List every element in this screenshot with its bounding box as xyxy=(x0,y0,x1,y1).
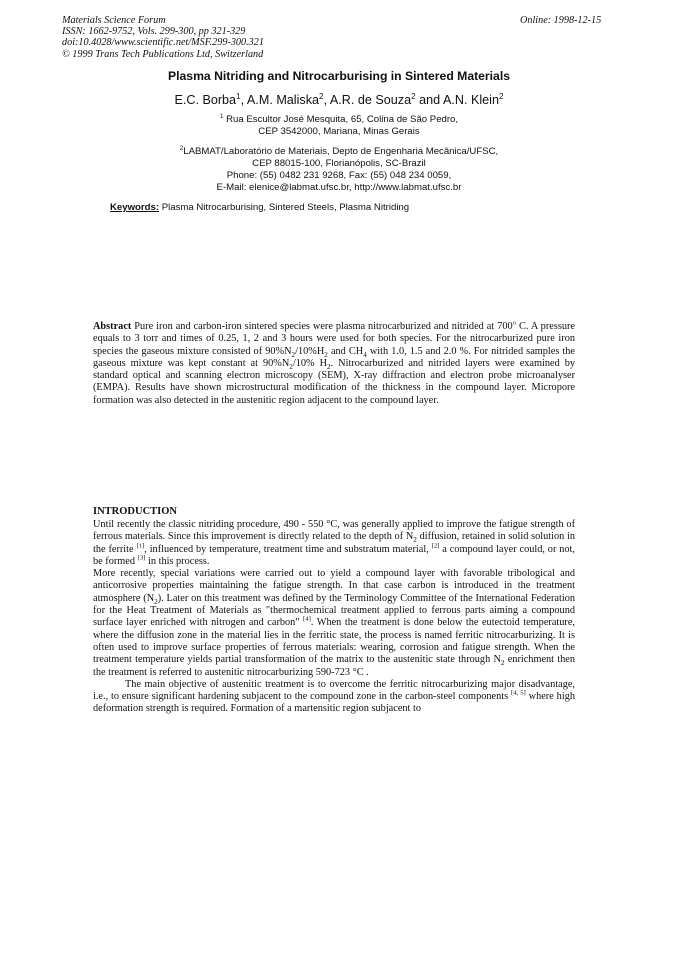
affiliation-text: Rua Escultor José Mesquita, 65, Colina de São Pedro, xyxy=(226,114,459,125)
keywords-label: Keywords: xyxy=(110,202,160,213)
degree-mark: o xyxy=(512,319,516,327)
affiliation-line: Phone: (55) 0482 231 9268, Fax: (55) 048 234 0059, xyxy=(226,170,452,182)
affiliation-line: E-Mail: elenice@labmat.ufsc.br, http://www.labmat.ufsc.br xyxy=(216,182,462,194)
abstract-text: C. A pressure equals to 3 torr and times of 0.25, 1, 2 and 3 hours were used for both species. For the nitrocarburized pure iron species the gaseous mixture consisted of 90%N xyxy=(93,321,575,357)
subscript: 2 xyxy=(413,536,417,545)
citation: [2] xyxy=(431,542,440,550)
paragraph-text: in this process. xyxy=(145,555,210,567)
affiliation-line xyxy=(0,114,678,126)
subscript: 2 xyxy=(289,362,293,371)
journal-name: Materials Science Forum xyxy=(62,15,166,26)
paragraph-text: , influenced by temperature, treatment time and substratum material, xyxy=(144,543,432,555)
affiliation-text: LABMAT/Laboratório de Materiais, Depto de Engenharia Mecânica/UFSC, xyxy=(183,146,499,157)
paragraph-text: Until recently the classic nitriding procedure, 490 - 550 °C, was generally applied to improve the fatigue strength of ferrous materials. Since this improvement is directly related to the depth of N xyxy=(93,519,575,543)
introduction-body xyxy=(93,519,575,716)
paragraph-text: where high deformation strength is required. Formation of a martensitic region subjacent to xyxy=(93,691,575,715)
section-heading: INTRODUCTION xyxy=(93,506,178,517)
affiliation-mark: 2 xyxy=(179,144,184,152)
abstract-text: Pure iron and carbon-iron sintered species were plasma nitrocarburized and nitrided at 700 xyxy=(131,321,513,332)
citation: [4, 5] xyxy=(510,689,526,697)
paragraph-text: The main objective of austenitic treatment is to overcome the ferritic nitrocarburizing major disadvantage, i.e., to ensure significant hardening subjacent to the compound zone in the carbon-steel components xyxy=(93,678,575,703)
affiliation-line: CEP 3542000, Mariana, Minas Gerais xyxy=(258,126,420,138)
abstract-text: /10% H xyxy=(292,357,328,369)
subscript: 2 xyxy=(291,350,296,359)
paragraph-text: ). Later on this treatment was defined by the Terminology Committee of the International Federation for the Heat Treatment of Materials as "thermochemical treatment applied to ferrous parts aiming a compound surface layer enriched with nitrogen and carbon" xyxy=(93,592,575,629)
author-affiliation-mark: 1 xyxy=(236,91,241,101)
subscript: 2 xyxy=(327,362,331,371)
affiliation-2 xyxy=(0,146,678,194)
keywords xyxy=(110,202,409,213)
abstract xyxy=(93,321,575,407)
author-name: , A.R. de Souza xyxy=(323,93,412,107)
citation: [1] xyxy=(136,542,145,550)
paragraph-text: a compound layer could, or not, be formed xyxy=(93,543,575,567)
abstract-text: with 1.0, 1.5 and 2.0 %. For nitrided samples the gaseous mixture was kept constant at 90%N xyxy=(93,345,575,369)
affiliation-line xyxy=(0,146,678,158)
subscript: 4 xyxy=(363,350,367,359)
abstract-text: and CH xyxy=(327,345,364,357)
author-name: E.C. Borba xyxy=(174,93,237,107)
abstract-text: /10%H xyxy=(295,345,325,357)
author-affiliation-mark: 2 xyxy=(411,91,416,101)
journal-header xyxy=(62,15,264,60)
author-name: and A.N. Klein xyxy=(415,93,499,107)
paper-title: Plasma Nitriding and Nitrocarburising in Sintered Materials xyxy=(168,69,510,83)
doi-line: doi:10.4028/www.scientific.net/MSF.299-300.321 xyxy=(62,37,264,49)
copyright-line: © 1999 Trans Tech Publications Ltd, Switzerland xyxy=(62,48,264,60)
issn-line: ISSN: 1662-9752, Vols. 299-300, pp 321-329 xyxy=(62,26,246,38)
citation: [3] xyxy=(137,554,146,562)
affiliation-mark: 1 xyxy=(219,112,224,120)
abstract-text: . Nitrocarburized and nitrided layers were examined by standard optical and scanning electron microscopy (SEM), X-ray diffraction and electron probe microanalyser (EMPA). Results have shown microstructural modification of the thickness in the compound layer. Micropore formation was also detected in the austenitic region adjacent to the compound layer. xyxy=(93,357,576,406)
paragraph xyxy=(93,519,575,568)
paragraph-text: diffusion, retained in solid solution in the ferrite xyxy=(93,531,575,555)
paragraph-text: More recently, special variations were carried out to yield a compound layer with favorable tribological and anticorrosive properties maintaining the fatigue strength. In that case carbon is introduced in the treatment atmosphere (N xyxy=(93,568,575,604)
online-date: Online: 1998-12-15 xyxy=(520,15,602,26)
author-affiliation-mark: 2 xyxy=(319,91,324,101)
author-list xyxy=(0,93,678,107)
subscript: 2 xyxy=(324,350,328,359)
subscript: 2 xyxy=(154,597,158,606)
affiliation-line: CEP 88015-100, Florianópolis, SC-Brazil xyxy=(252,158,426,170)
paragraph xyxy=(93,679,575,716)
abstract-label: Abstract xyxy=(93,321,132,332)
affiliation-1 xyxy=(0,114,678,138)
keywords-text: Plasma Nitrocarburising, Sintered Steels, Plasma Nitriding xyxy=(159,202,410,213)
paragraph xyxy=(93,568,575,679)
author-affiliation-mark: 2 xyxy=(498,91,504,101)
paragraph-text: . When the treatment is done below the eutectoid temperature, where the diffusion zone in the material lies in the ferritic state, the process is named ferritic nitrocarburizing. It is often used to improve surface properties of ferrous materials: wearing, corrosion and fatigue strength. When the treatment temperature yields partial transformation of the matrix to the austenitic state through N xyxy=(93,617,575,666)
subscript: 2 xyxy=(500,659,505,668)
citation: [4] xyxy=(303,615,311,623)
paragraph-text: enrichment then the treatment is referred to austenitic nitrocarburizing 590-723 °C . xyxy=(93,654,575,678)
author-name: , A.M. Maliska xyxy=(240,93,320,107)
